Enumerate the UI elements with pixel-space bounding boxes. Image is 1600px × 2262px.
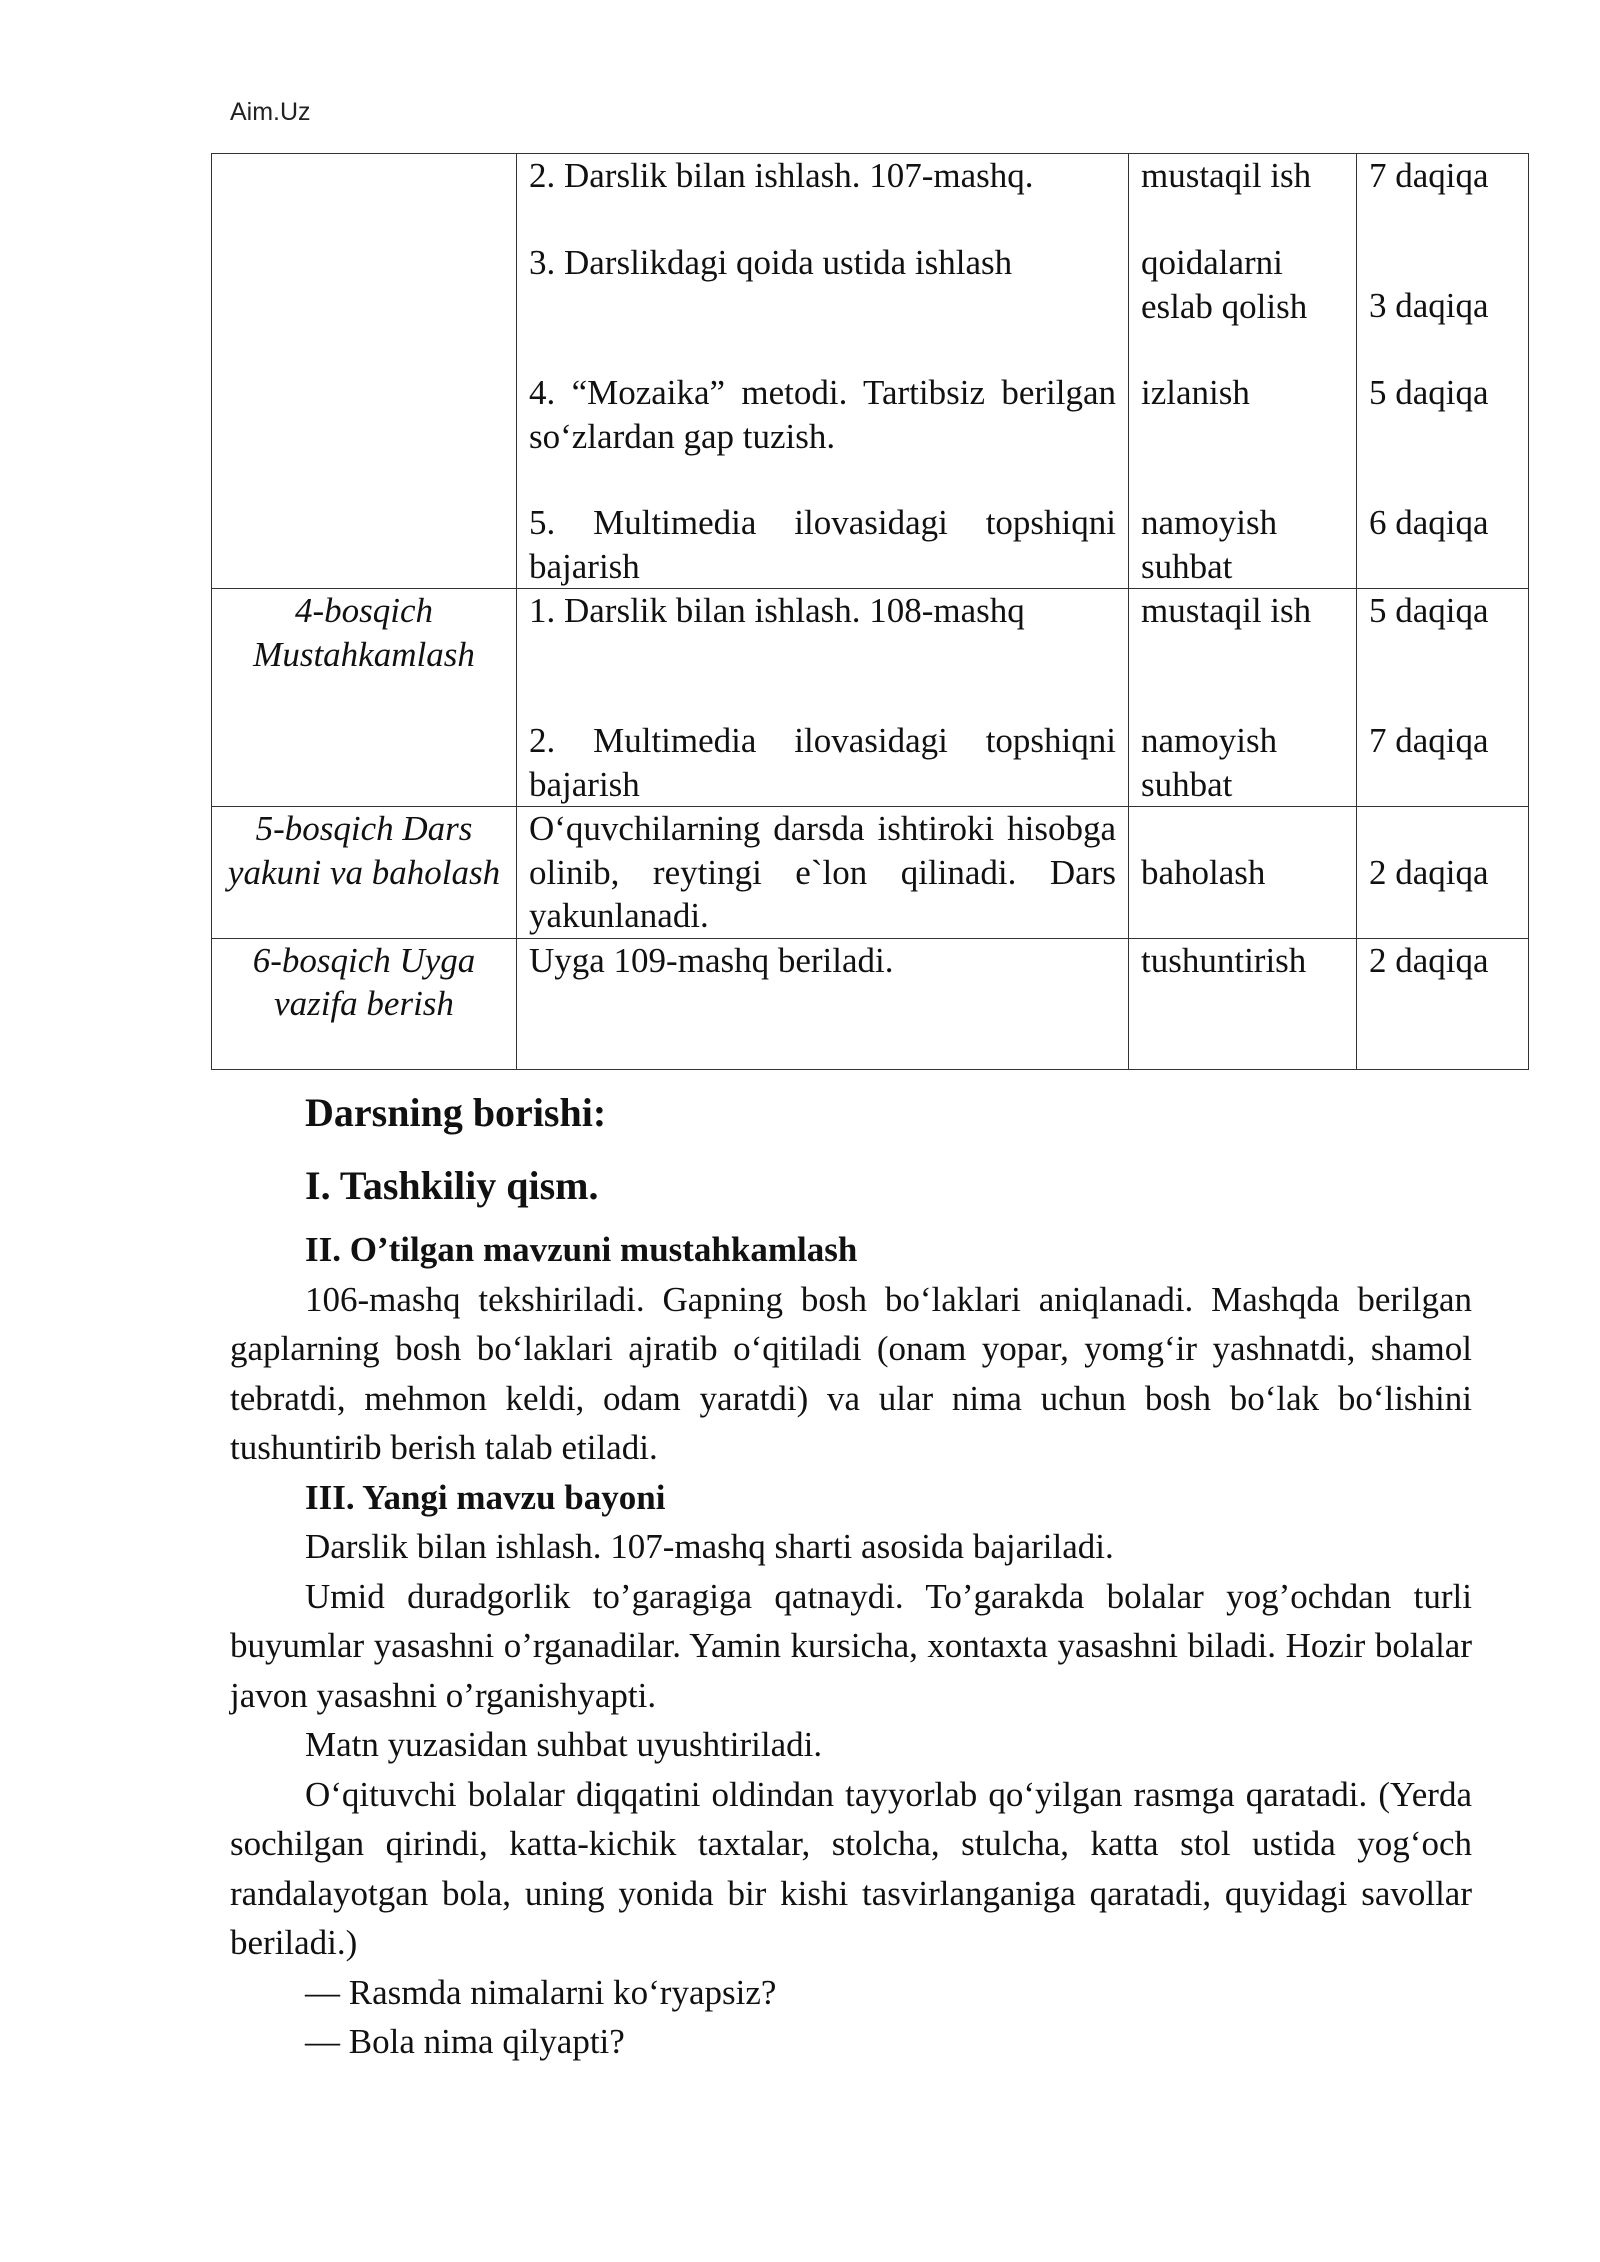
time-item: 6 daqiqa [1369,503,1489,542]
paragraph: Matn yuzasidan suhbat uyushtiriladi. [305,1725,823,1764]
table-row [212,807,1529,939]
table-row [212,938,1529,1069]
section-heading: III. Yangi mavzu bayoni [305,1477,666,1517]
time-item: 5 daqiqa [1369,373,1489,412]
paragraph: Darslik bilan ishlash. 107-mashq sharti asosida bajariladi. [305,1527,1114,1566]
method-cell: tushuntirish [1129,938,1357,1069]
method-item: mustaqil ish [1141,156,1312,195]
time-item: 7 daqiqa [1369,721,1489,760]
time-item: 5 daqiqa [1369,591,1489,630]
lesson-plan-table [211,153,1529,1070]
activity-item: 2. Darslik bilan ishlash. 107-mashq. [529,156,1034,195]
activity-item: O‘quvchilarning darsda ishtiroki hisobga olinib, reytingi e`lon qilinadi. Dars yakunlanadi. [529,809,1116,935]
stage-cell: 5-bosqich Dars yakuni va baholash [212,807,517,939]
activity-item: 5. Multimedia ilovasidagi topshiqni bajarish [529,503,1116,586]
activity-cell [517,154,1129,589]
activity-item: 4. “Mozaika” metodi. Tartibsiz berilgan so‘zlardan gap tuzish. [529,373,1116,456]
method-item: izlanish [1141,373,1250,412]
activity-item: 2. Multimedia ilovasidagi topshiqni bajarish [529,721,1116,804]
method-item: namoyish suhbat [1141,721,1278,804]
time-cell: 2 daqiqa [1357,938,1529,1069]
question-line: — Rasmda nimalarni ko‘ryapsiz? [305,1972,777,2012]
time-cell [1357,589,1529,807]
stage-cell: 4-bosqich Mustahkamlash [212,589,517,807]
time-item: 7 daqiqa [1369,156,1489,195]
activity-cell [517,589,1129,807]
paragraph: Umid duradgorlik to’garagiga qatnaydi. To’garakda bolalar yog’ochdan turli buyumlar yasashni o’rganadilar. Yamin kursicha, xontaxta yasashni biladi. Hozir bolalar javon yasashni o’rganishyapti. [230,1576,1472,1715]
method-cell [1129,154,1357,589]
activity-cell [517,807,1129,939]
paragraph: O‘qituvchi bolalar diqqatini oldindan tayyorlab qo‘yilgan rasmga qaratadi. (Yerda sochilgan qirindi, katta-kichik taxtalar, stolcha, stulcha, katta stol ustida yog‘och randalayotgan bola, uning yonida bir kishi tasvirlanganiga qaratadi, quyidagi savollar beriladi.) [230,1774,1472,1962]
activity-cell: Uyga 109-mashq beriladi. [517,938,1129,1069]
lesson-heading: Darsning borishi: [305,1090,607,1135]
method-item: qoidalarni eslab qolish [1141,243,1308,326]
table-row [212,154,1529,589]
section-heading: II. O’tilgan mavzuni mustahkamlash [305,1230,858,1269]
activity-item: 1. Darslik bilan ishlash. 108-mashq [529,591,1025,630]
table-row [212,589,1529,807]
question-line: — Bola nima qilyapti? [305,2022,625,2061]
section-heading: I. Tashkiliy qism. [305,1163,599,1208]
time-cell [1357,154,1529,589]
time-item: 3 daqiqa [1369,286,1489,325]
stage-cell: 6-bosqich Uyga vazifa berish [212,938,517,1069]
method-cell [1129,589,1357,807]
stage-cell [212,154,517,589]
lesson-body [230,1085,1472,2067]
time-cell: 2 daqiqa [1357,807,1529,939]
paragraph: 106-mashq tekshiriladi. Gapning bosh bo‘laklari aniqlanadi. Mashqda berilgan gaplarning bosh bo‘laklari ajratib o‘qitiladi (onam yopar, yomg‘ir yashnatdi, shamol tebratdi, mehmon keldi, odam yaratdi) va ular nima uchun bosh bo‘lak bo‘lishini tushuntirib berish talab etiladi. [230,1279,1472,1467]
method-item: mustaqil ish [1141,591,1312,630]
method-item: namoyish suhbat [1141,503,1278,586]
site-watermark: Aim.Uz [230,98,311,126]
activity-item: 3. Darslikdagi qoida ustida ishlash [529,243,1013,282]
method-cell: baholash [1129,807,1357,939]
